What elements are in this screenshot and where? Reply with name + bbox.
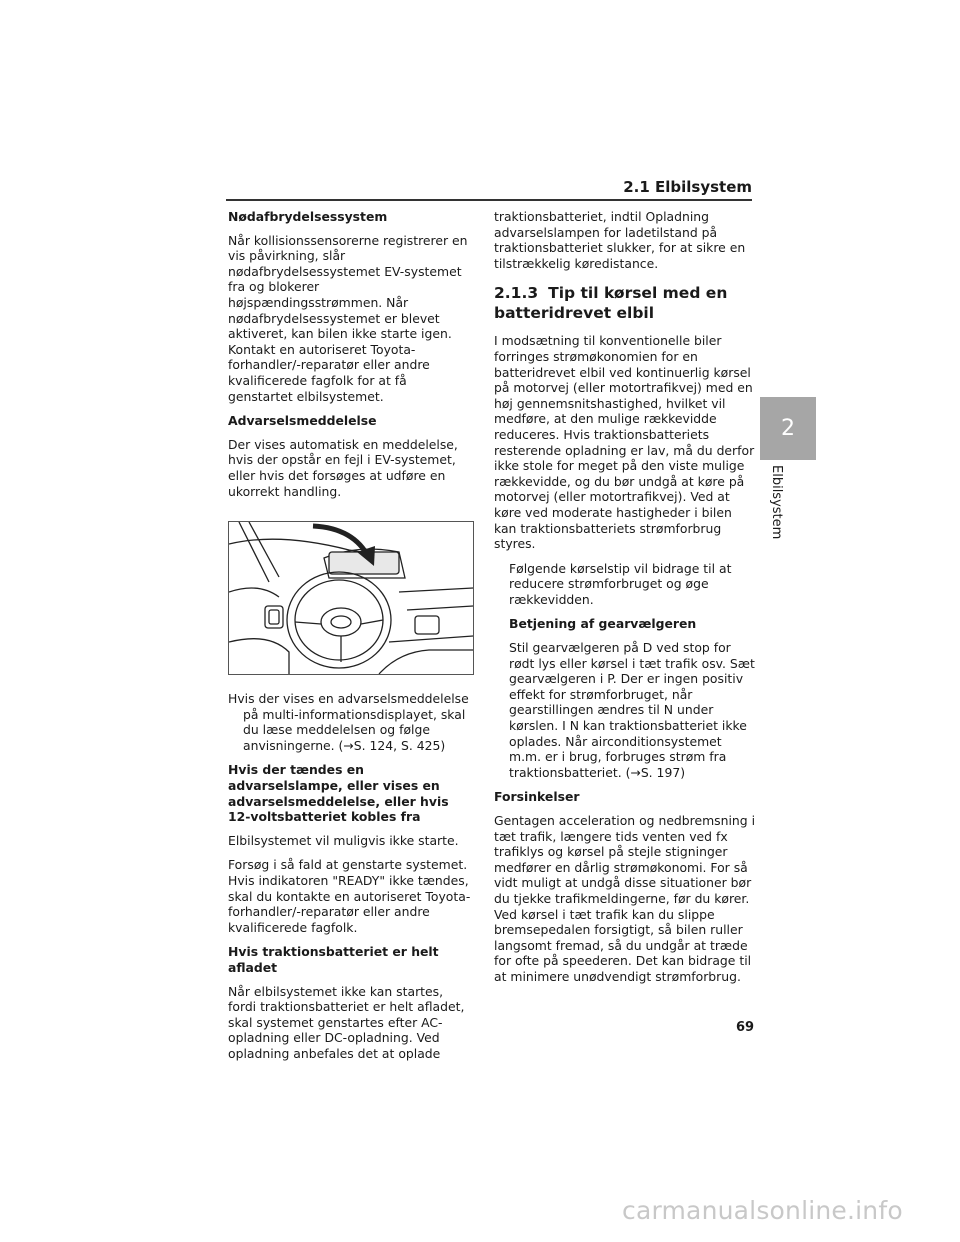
- dashboard-illustration: [228, 521, 474, 675]
- chapter-tab: [760, 397, 816, 460]
- paragraph: I modsætning til konventionelle biler forringes strømøkonomien for en batteridrevet elbil ved kontinuerlig kørsel på motorvej (eller motortrafikvej) med en høj gennemsnitshastighed, hvilket vil medføre, at den mulige rækkevidde reduceres. Hvis traktionsbatteriets resterende opladning er lav, må du derfor ikke stole for meget på den viste mulige rækkevidde, og du bør undgå at køre på motorvej (eller motortrafikvej). Ved at køre ved moderate hastigheder i bilen kan traktionsbatteriets strømforbrug styres.: [494, 333, 755, 552]
- steering-wheel-drawing: [229, 522, 473, 674]
- chapter-tab-label: Elbilsystem: [769, 465, 784, 540]
- heading-warning-light: Hvis der tændes en advarselslampe, eller vises en advarselsmeddelelse, eller hvis 12-voltsbatteriet kobles fra: [228, 762, 449, 825]
- heading-delays: Forsinkelser: [494, 789, 580, 805]
- paragraph: Hvis der vises en advarselsmeddelelse på multi-informationsdisplayet, skal du læse meddelelsen og følge anvisningerne. (→S. 124, S. 425): [228, 691, 469, 753]
- heading-emergency-shutoff: Nødafbrydelsessystem: [228, 209, 388, 224]
- right-column: [494, 209, 756, 994]
- header-divider: [226, 199, 752, 201]
- heading-gear-selector: Betjening af gearvælgeren: [509, 616, 697, 632]
- paragraph: Når kollisionssensorerne registrerer en vis påvirkning, slår nødafbrydelsessystemet EV-systemet fra og blokerer højspændingsstrømmen. Når nødafbrydelsessystemet er blevet aktiveret, kan bilen ikke starte igen. Kontakt en autoriseret Toyota-forhandler/-reparatør eller andre kvalificerede fagfolk for at få genstartet elbilsystemet.: [228, 232, 468, 404]
- section-header: 2.1 Elbilsystem: [623, 178, 752, 196]
- section-number: 2.1.3: [494, 284, 539, 303]
- paragraph: Stil gearvælgeren på D ved stop for rødt lys eller kørsel i tæt trafik osv. Sæt gearvælgeren i P. Der er ingen positiv effekt for strømforbruget, når gearstillingen ændres til N under kørslen. I N kan traktionsbatteriet ikke oplades. Når airconditionsystemet m.m. er i brug, forbruges strøm fra traktionsbatteriet. (→S. 197): [509, 640, 755, 780]
- paragraph: Forsøg i så fald at genstarte systemet. Hvis indikatoren "READY" ikke tændes, skal du kontakte en autoriseret Toyota-forhandler/-reparatør eller andre kvalificerede fagfolk.: [228, 857, 471, 935]
- paragraph: Følgende kørselstip vil bidrage til at reducere strømforbruget og øge rækkevidden.: [509, 560, 732, 607]
- heading-battery-discharged: Hvis traktionsbatteriet er helt afladet: [228, 944, 439, 975]
- watermark: carmanualsonline.info: [622, 1196, 903, 1225]
- left-column: [228, 209, 474, 1071]
- paragraph: Der vises automatisk en meddelelse, hvis der opstår en fejl i EV-systemet, eller hvis det forsøges at udføre en ukorrekt handling.: [228, 436, 458, 499]
- chapter-number: 2: [781, 416, 795, 441]
- section-title: Tip til kørsel med en batteridrevet elbil: [494, 284, 728, 323]
- page-number: 69: [736, 1020, 755, 1035]
- paragraph: Elbilsystemet vil muligvis ikke starte.: [228, 832, 459, 848]
- section-heading: [494, 283, 756, 323]
- paragraph: traktionsbatteriet, indtil Opladning advarselslampen for ladetilstand på traktionsbatteriet slukker, for at sikre en tilstrækkelig køredistance.: [494, 209, 746, 271]
- paragraph: Når elbilsystemet ikke kan startes, fordi traktionsbatteriet er helt afladet, skal systemet genstartes efter AC-opladning eller DC-opladning. Ved opladning anbefales det at oplade: [228, 983, 465, 1061]
- heading-warning-message: Advarselsmeddelelse: [228, 413, 377, 429]
- paragraph: Gentagen acceleration og nedbremsning i tæt trafik, længere tids venten ved fx trafiklys og kørsel på stejle stigninger medfører en dårlig strømøkonomi. For så vidt muligt at undgå disse situationer bør du tjekke trafikmeldingerne, før du kører. Ved kørsel i tæt trafik kan du slippe bremsepedalen forsigtigt, så bilen ruller langsomt fremad, så du undgår at træde for ofte på speederen. Det kan bidrage til at minimere unødvendigt strømforbrug.: [494, 813, 756, 984]
